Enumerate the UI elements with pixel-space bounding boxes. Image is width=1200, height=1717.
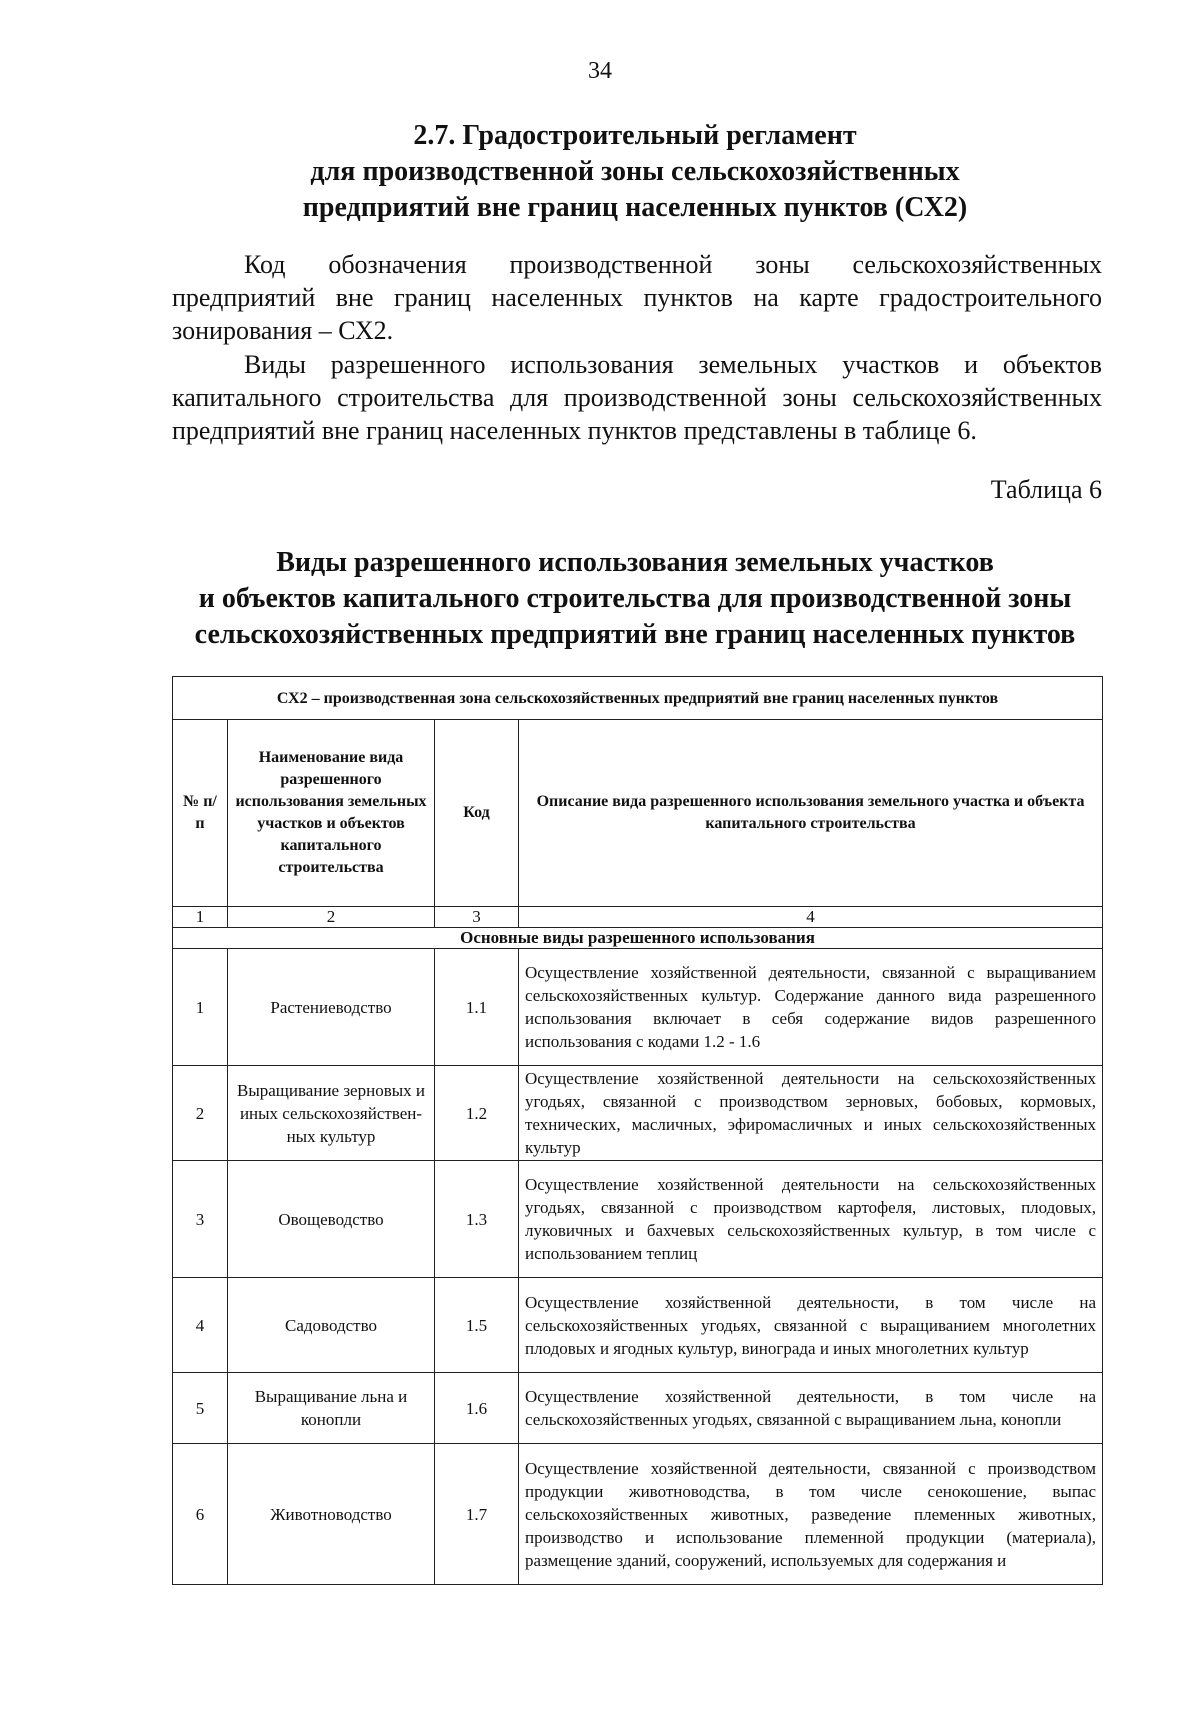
row-code: 1.7 [435,1444,519,1585]
row-number: 6 [173,1444,228,1585]
row-name: Выращивание льна и конопли [228,1373,435,1444]
zone-code-paragraph: Код обозначения производственной зоны сельскохозяйственных предприятий вне границ населенных пунктов на карте градостроительного зонирования – СХ2. [172,250,1102,345]
row-name: Садоводство [228,1278,435,1373]
zone-header: СХ2 – производственная зона сельскохозяйственных предприятий вне границ населенных пунктов [173,677,1103,720]
section-title-line: 2.7. Градостроительный регламент [413,120,857,151]
row-description: Осуществление хозяйственной деятельности на сельскохозяйственных угодьях, связанной с производством картофеля, листовых, плодовых, луковичных и бахчевых сельскохозяйственных культур, в том числе с использованием теплиц [519,1161,1103,1278]
row-code: 1.2 [435,1066,519,1161]
section-title-line: для производственной зоны сельскохозяйственных [310,156,960,187]
row-name: Животноводство [228,1444,435,1585]
table-row [173,1444,1103,1585]
table-row [173,949,1103,1066]
column-number: 2 [228,907,435,928]
column-header-description: Описание вида разрешенного использования земельного участка и объекта капитального строительства [519,720,1103,907]
column-number: 3 [435,907,519,928]
table-title-line: сельскохозяйственных предприятий вне границ населенных пунктов [194,619,1076,650]
row-code: 1.5 [435,1278,519,1373]
table-label: Таблица 6 [990,475,1102,504]
row-description: Осуществление хозяйственной деятельности, в том числе на сельскохозяйственных угодьях, связанной с выращиванием льна, конопли [519,1373,1103,1444]
row-description: Осуществление хозяйственной деятельности, связанной с выращиванием сельскохозяйственных культур. Содержание данного вида разрешенного использования включает в себя содержание видов разрешенного использования с кодами 1.2 - 1.6 [519,949,1103,1066]
table-row [173,1066,1103,1161]
table-row [173,1278,1103,1373]
column-number: 1 [173,907,228,928]
section-title [170,118,1100,226]
column-header-name: Наименование вида разрешенного использования земельных участков и объектов капитального строительства [228,720,435,907]
column-header-number: № п/п [173,720,228,907]
table-title [170,545,1100,653]
row-number: 5 [173,1373,228,1444]
table-title-line: и объектов капитального строительства для производственной зоны [198,583,1072,614]
row-number: 1 [173,949,228,1066]
column-header-code: Код [435,720,519,907]
group-label: Основные виды разрешенного использования [173,928,1103,949]
table-title-line: Виды разрешенного использования земельных участков [276,547,994,578]
table-row [173,1373,1103,1444]
row-number: 4 [173,1278,228,1373]
table-row [173,1161,1103,1278]
row-code: 1.3 [435,1161,519,1278]
usage-table [172,676,1103,1585]
row-name: Растениеводство [228,949,435,1066]
row-description: Осуществление хозяйственной деятельности, связанной с производством продукции животноводства, в том числе сенокошение, выпас сельскохозяйственных животных, разведение племенных животных, производство и использование племенной продукции (материала), размещение зданий, сооружений, используемых для содержания и [519,1444,1103,1585]
row-code: 1.6 [435,1373,519,1444]
page-number: 34 [588,58,612,84]
row-number: 2 [173,1066,228,1161]
row-name: Овощеводство [228,1161,435,1278]
row-name: Выращивание зерновых и иных сельскохозяйствен-ных культур [228,1066,435,1161]
section-title-line: предприятий вне границ населенных пунктов (СХ2) [302,192,968,223]
row-number: 3 [173,1161,228,1278]
usage-types-paragraph: Виды разрешенного использования земельных участков и объектов капитального строительства для производственной зоны сельскохозяйственных предприятий вне границ населенных пунктов представлены в таблице 6. [172,350,1102,445]
row-code: 1.1 [435,949,519,1066]
row-description: Осуществление хозяйственной деятельности на сельскохозяйственных угодьях, связанной с производством зерновых, бобовых, кормовых, технических, масличных, эфиромасличных и иных сельскохозяйственных культур [519,1066,1103,1161]
row-description: Осуществление хозяйственной деятельности, в том числе на сельскохозяйственных угодьях, связанной с выращиванием многолетних плодовых и ягодных культур, винограда и иных многолетних культур [519,1278,1103,1373]
column-number: 4 [519,907,1103,928]
